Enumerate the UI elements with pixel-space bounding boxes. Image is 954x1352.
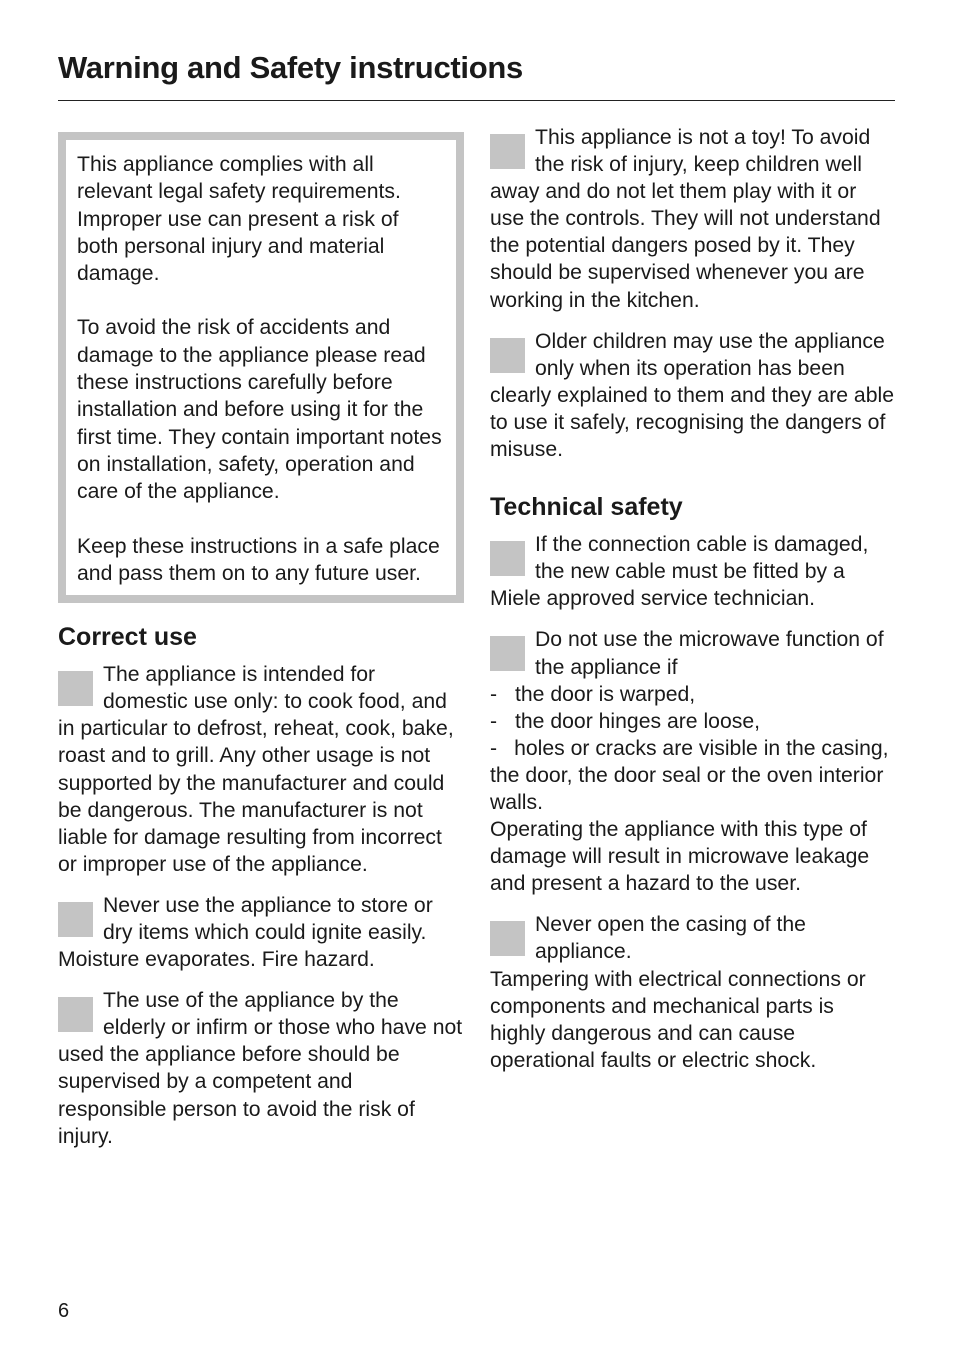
bullet-marker-icon [490,134,525,169]
microwave-consequence-text: Operating the appliance with this type of damage will result in microwave leakage and present a hazard to the user. [490,818,870,896]
right-column [490,124,894,1074]
condition-text: the door is warped, [515,682,696,706]
children-safety-item [490,328,894,463]
title-divider [58,100,895,101]
bullet-marker-icon [58,902,93,937]
condition-list-item [490,735,894,816]
bullet-marker-icon [490,338,525,373]
condition-list-item [490,708,894,735]
correct-use-text: The appliance is intended for domestic use only: to cook food, and in particular to defrost, reheat, cook, bake, roast and to grill. Any other usage is not supported by the manufacturer and could be dangerous. The manufacturer is not liable for damage resulting from incorrect or improper use of the appliance. [58,663,454,876]
cable-warning-text: If the connection cable is damaged, the new cable must be fitted by a Miele approved service technician. [490,533,869,611]
bullet-marker-icon [490,921,525,956]
dash-marker: - [490,709,498,733]
technical-safety-heading: Technical safety [490,493,683,522]
intro-notice-box [58,132,464,603]
microwave-warning-intro: Do not use the microwave function of the appliance if [535,628,884,679]
intro-paragraph: Keep these instructions in a safe place and pass them on to any future user. [77,534,440,585]
page-number: 6 [58,1300,70,1322]
children-safety-text: Older children may use the appliance only when its operation has been clearly explained to them and they are able to use it safely, recognising the dangers of misuse. [490,329,894,462]
bullet-marker-icon [58,671,93,706]
bullet-marker-icon [490,636,525,671]
intro-paragraph: This appliance complies with all relevant legal safety requirements. Improper use can present a risk of both personal injury and material damage. [77,153,401,286]
page-title: Warning and Safety instructions [58,50,523,85]
bullet-marker-icon [58,997,93,1032]
condition-text: holes or cracks are visible in the casing, the door, the door seal or the oven interior walls. [490,736,889,814]
dash-marker: - [490,736,498,760]
bullet-marker-icon [490,541,525,576]
correct-use-item [58,987,464,1150]
condition-list-item [490,681,894,708]
children-safety-text: This appliance is not a toy! To avoid the risk of injury, keep children well away and do not let them play with it or use the controls. They will not understand the potential dangers posed by it. They should be supervised whenever you are working in the kitchen. [490,126,881,312]
left-column [58,132,464,1150]
casing-warning-lead: Never open the casing of the appliance. [535,913,806,964]
condition-text: the door hinges are loose, [515,709,761,733]
correct-use-text: Never use the appliance to store or dry items which could ignite easily. Moisture evaporates. Fire hazard. [58,893,433,972]
correct-use-item [58,892,464,973]
correct-use-text: The use of the appliance by the elderly or infirm or those who have not used the appliance before should be supervised by a competent and responsible person to avoid the risk of injury. [58,989,463,1148]
correct-use-item [58,661,464,878]
casing-warning-detail: Tampering with electrical connections or components and mechanical parts is highly dangerous and can cause operational faults or electric shock. [490,967,866,1072]
technical-safety-item [490,911,894,1074]
technical-safety-item [490,531,894,612]
intro-paragraph: To avoid the risk of accidents and damage to the appliance please read these instructions carefully before installation and before using it for the first time. They contain important notes on installation, safety, operation and care of the appliance. [77,316,442,504]
correct-use-heading: Correct use [58,623,197,652]
technical-safety-item [490,626,894,897]
dash-marker: - [490,682,498,706]
children-safety-item [490,124,894,314]
